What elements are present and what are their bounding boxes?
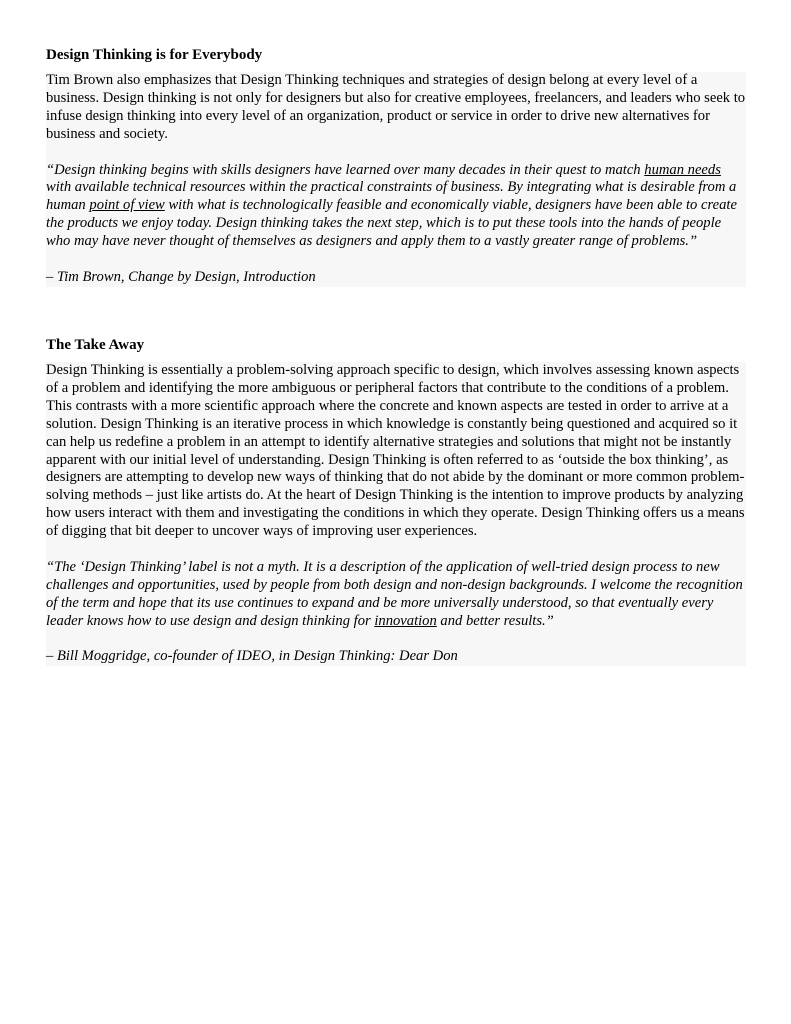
section-heading: The Take Away	[46, 337, 145, 353]
section-body	[46, 362, 746, 666]
link-point-of-view[interactable]: point of view	[89, 197, 165, 214]
quote-paragraph	[46, 559, 746, 631]
quote-text: and better results.”	[436, 612, 554, 629]
quote-paragraph	[46, 162, 746, 252]
section-body	[46, 72, 746, 287]
spacer	[46, 144, 746, 162]
section-heading: Design Thinking is for Everybody	[46, 47, 263, 63]
section-design-thinking-for-everybody	[46, 46, 746, 287]
quote-text: “The ‘Design Thinking’ label is not a myth. It is a description of the application of well-tried design process to new challenges and opportunities, used by people from both design and non-design backgrounds. I welcome the recognition of the term and hope that its use continues to expand and be more universally understood, so that eventually every leader knows how to use design and design thinking for	[46, 558, 743, 629]
spacer	[46, 631, 746, 649]
link-innovation[interactable]: innovation	[374, 612, 437, 629]
section-the-take-away	[46, 336, 746, 666]
quote-text: “Design thinking begins with skills designers have learned over many decades in their quest to match	[46, 161, 645, 178]
quote-attribution: – Tim Brown, Change by Design, Introduction	[46, 268, 316, 285]
spacer	[46, 541, 746, 559]
quote-text: with available technical resources within the practical constraints of business. By integrating what is desirable from a human	[46, 179, 737, 214]
quote-attribution: – Bill Moggridge, co-founder of IDEO, in Design Thinking: Dear Don	[46, 648, 458, 665]
link-human-needs[interactable]: human needs	[644, 161, 721, 178]
body-paragraph: Tim Brown also emphasizes that Design Thinking techniques and strategies of design belong at every level of a business. Design thinking is not only for designers but also for creative employees, freelancers, and leaders who seek to infuse design thinking into every level of an organization, product or service in order to drive new alternatives for business and society.	[46, 72, 746, 142]
quote-text: with what is technologically feasible and economically viable, designers have been able to create the products we enjoy today. Design thinking takes the next step, which is to put these tools into the hands of people who may have never thought of themselves as designers and apply them to a vastly greater range of problems.”	[46, 197, 737, 250]
spacer	[46, 251, 746, 269]
body-paragraph: Design Thinking is essentially a problem-solving approach specific to design, which involves assessing known aspects of a problem and identifying the more ambiguous or peripheral factors that contribute to the conditions of a problem. This contrasts with a more scientific approach where the concrete and known aspects are tested in order to arrive at a solution. Design Thinking is an iterative process in which knowledge is constantly being questioned and acquired so it can help us redefine a problem in an attempt to identify alternative strategies and solutions that might not be instantly apparent with our initial level of understanding. Design Thinking is often referred to as ‘outside the box thinking’, as designers are attempting to develop new ways of thinking that do not abide by the dominant or more common problem-solving methods – just like artists do. At the heart of Design Thinking is the intention to improve products by analyzing how users interact with them and investigating the conditions in which they operate. Design Thinking offers us a means of digging that bit deeper to uncover ways of improving user experiences.	[46, 362, 745, 540]
